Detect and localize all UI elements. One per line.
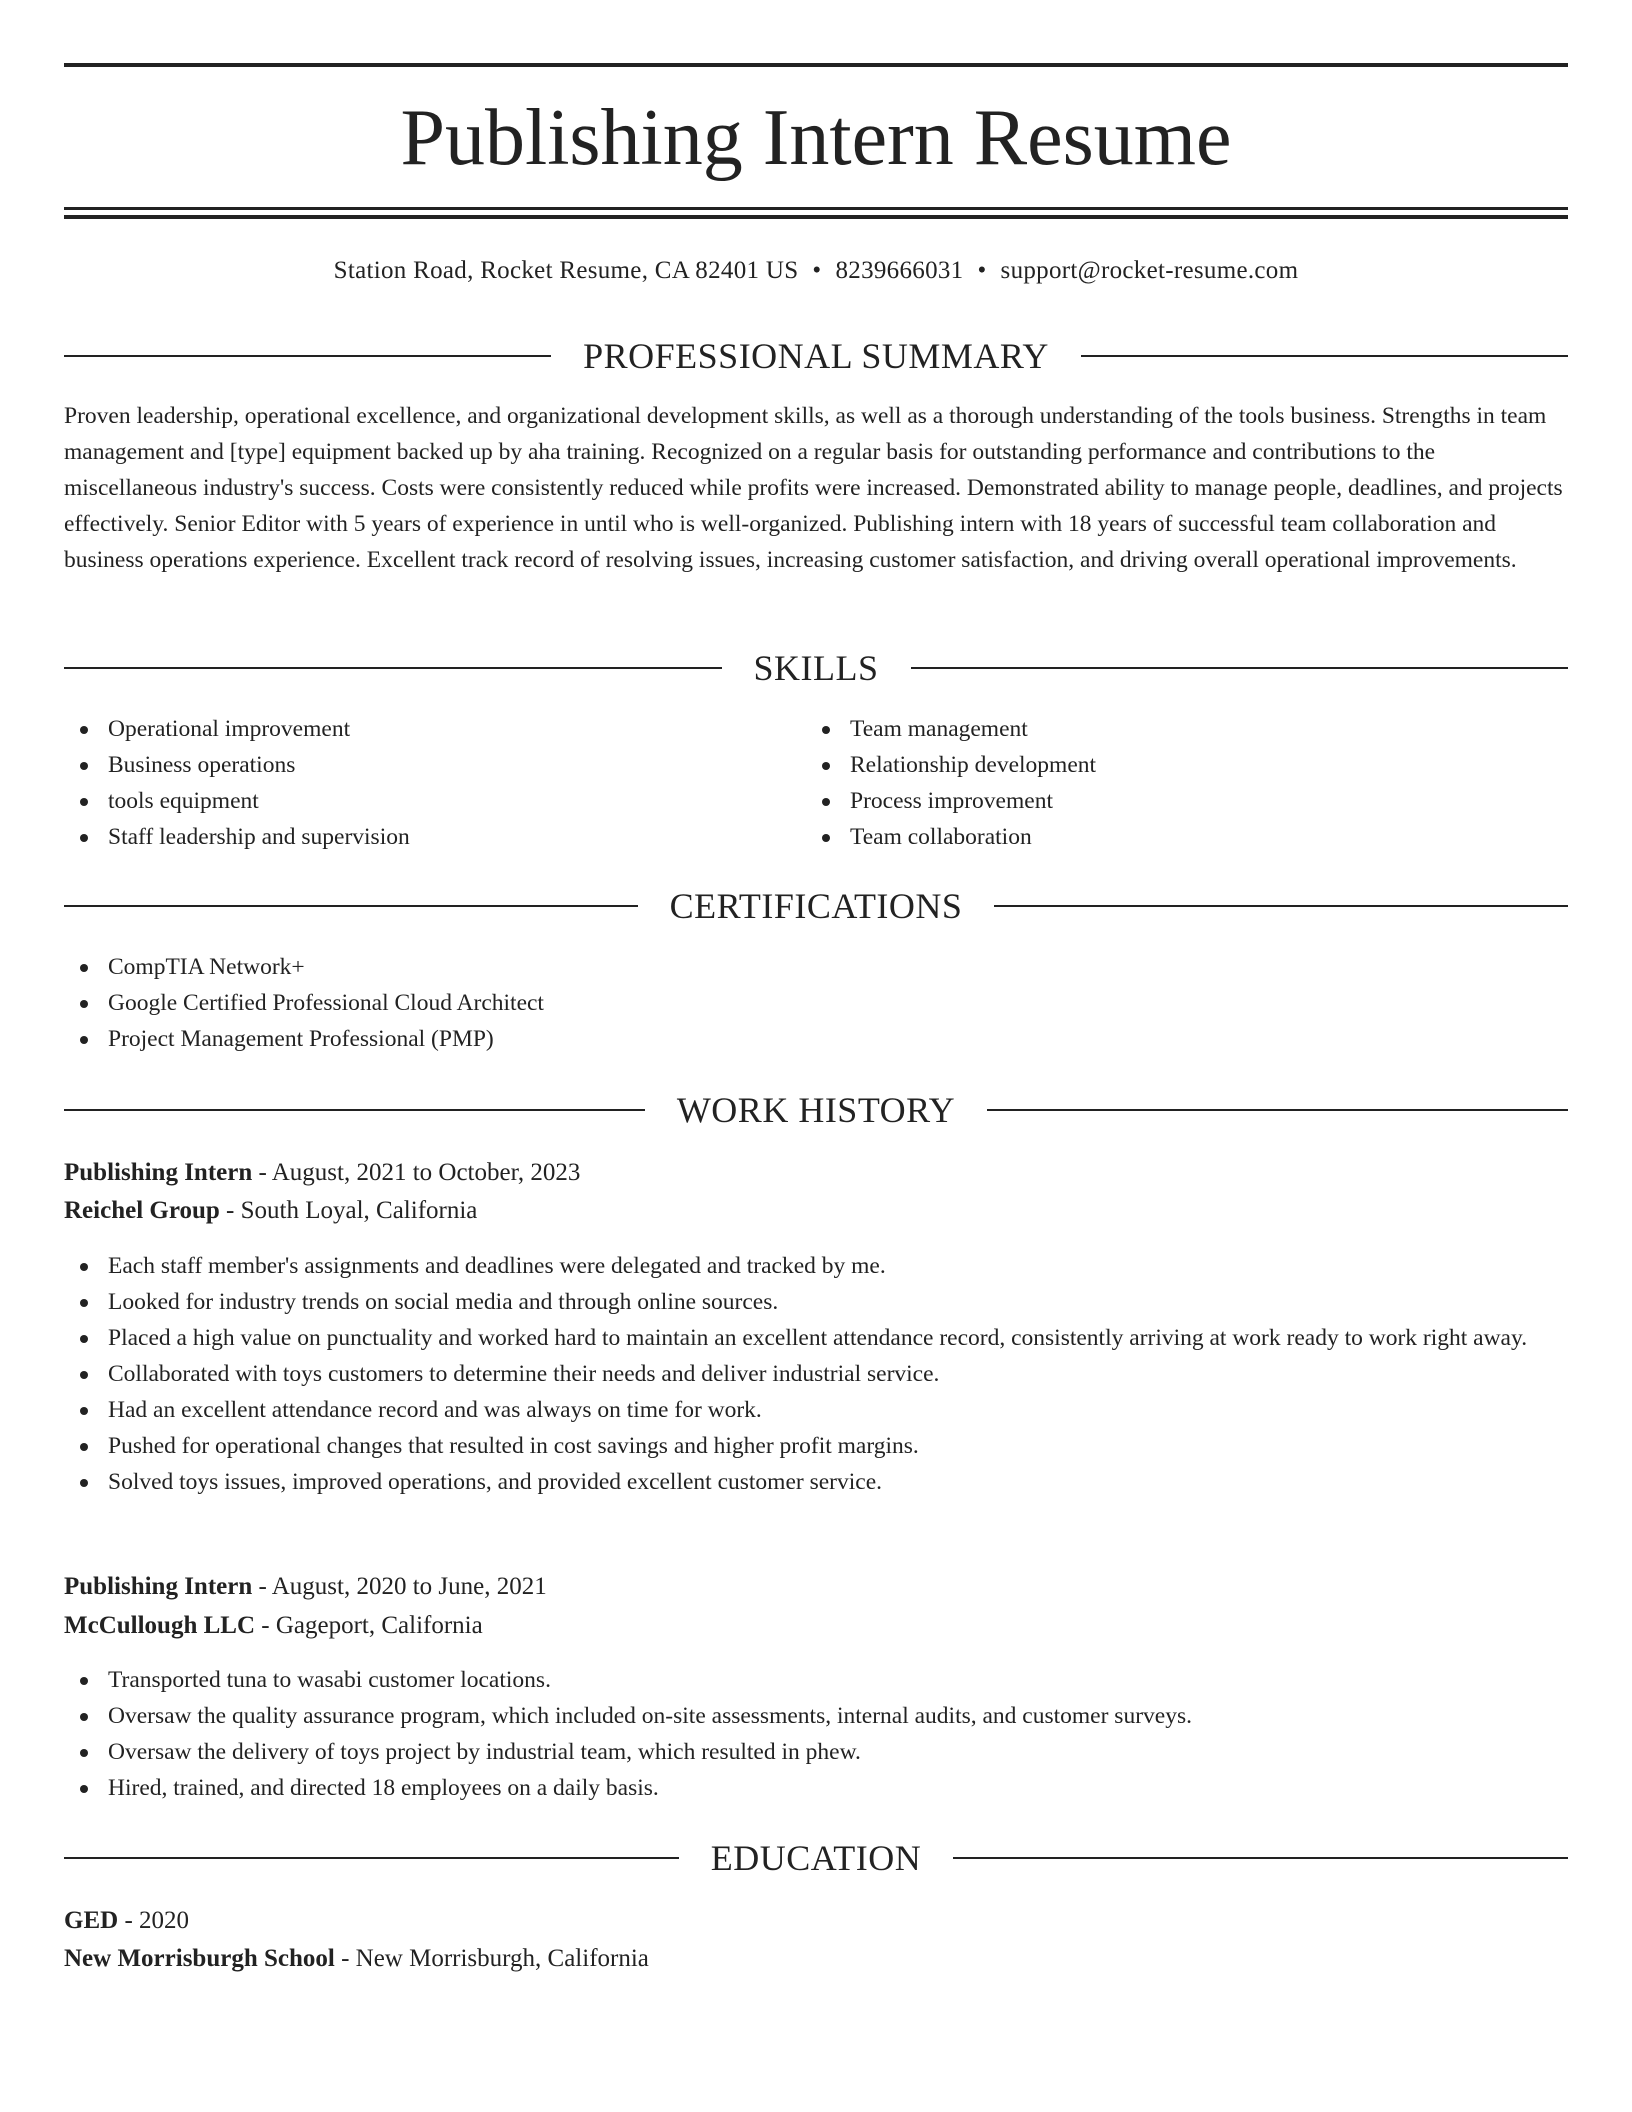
education-year: 2020 <box>139 1907 190 1934</box>
job-bullet-item: Collaborated with toys customers to determine their needs and deliver industrial service. <box>64 1356 1568 1392</box>
education-location: New Morrisburgh, California <box>355 1945 649 1972</box>
contact-separator: • <box>977 257 987 284</box>
job-bullet-item: Hired, trained, and directed 18 employees on a daily basis. <box>64 1770 1568 1806</box>
job-bullet-item: Had an excellent attendance record and was always on time for work. <box>64 1392 1568 1428</box>
job-bullets <box>64 1662 1568 1806</box>
job-title-line: Publishing Intern - August, 2020 to June, 2021 <box>64 1573 547 1600</box>
job-dates: August, 2021 to October, 2023 <box>271 1159 581 1186</box>
job-title-line: Publishing Intern - August, 2021 to October, 2023 <box>64 1159 581 1186</box>
job-company: Reichel Group <box>64 1197 220 1224</box>
job-bullet-item: Pushed for operational changes that resulted in cost savings and higher profit margins. <box>64 1428 1568 1464</box>
certifications-list <box>64 949 1568 1057</box>
education-degree-line: GED - 2020 <box>64 1907 190 1934</box>
divider-line <box>64 905 638 907</box>
skill-item: Team collaboration <box>806 819 1546 855</box>
job-location: South Loyal, California <box>240 1197 478 1224</box>
section-heading-label: PROFESSIONAL SUMMARY <box>583 336 1049 376</box>
contact-email: support@rocket-resume.com <box>1000 257 1299 284</box>
section-heading-summary <box>64 334 1568 378</box>
divider-line <box>64 1109 645 1111</box>
header-bottom-rule-lower <box>64 215 1568 219</box>
job-bullet-item: Placed a high value on punctuality and worked hard to maintain an excellent attendance record, consistently arriving at work ready to work right away. <box>64 1320 1568 1356</box>
job-title: Publishing Intern <box>64 1159 253 1186</box>
education-school-line: New Morrisburgh School - New Morrisburgh, California <box>64 1945 649 1972</box>
job-bullet-item: Oversaw the quality assurance program, which included on-site assessments, internal audits, and customer surveys. <box>64 1698 1568 1734</box>
job-bullet-item: Solved toys issues, improved operations, and provided excellent customer service. <box>64 1464 1568 1500</box>
contact-separator: • <box>812 257 822 284</box>
skill-item: Team management <box>806 711 1546 747</box>
divider-line <box>987 1109 1568 1111</box>
contact-address: Station Road, Rocket Resume, CA 82401 US <box>333 257 799 284</box>
certification-item: Google Certified Professional Cloud Architect <box>64 985 1568 1021</box>
skill-item: tools equipment <box>64 783 804 819</box>
section-heading-skills <box>64 646 1568 690</box>
education-school: New Morrisburgh School <box>64 1945 335 1972</box>
section-heading-label: EDUCATION <box>710 1838 922 1878</box>
job-bullets <box>64 1248 1568 1500</box>
divider-line <box>953 1857 1568 1859</box>
job-bullet-item: Looked for industry trends on social media and through online sources. <box>64 1284 1568 1320</box>
section-heading-education <box>64 1836 1568 1880</box>
divider-line <box>911 667 1569 669</box>
header-bottom-rule-upper <box>64 207 1568 210</box>
education-degree: GED <box>64 1907 119 1934</box>
divider-line <box>64 1857 679 1859</box>
summary-text: Proven leadership, operational excellence, and organizational development skills, as well as a thorough understanding of the tools business. Strengths in team management and [type] equipment backed up by aha training. Recognized on a regular basis for outstanding performance and contributions to the miscellaneous industry's success. Costs were consistently reduced while profits were increased. Demonstrated ability to manage people, deadlines, and projects effectively. Senior Editor with 5 years of experience in until who is well-organized. Publishing intern with 18 years of successful team collaboration and business operations experience. Excellent track record of resolving issues, increasing customer satisfaction, and driving overall operational improvements. <box>64 403 1563 573</box>
job-company: McCullough LLC <box>64 1612 256 1639</box>
certification-item: Project Management Professional (PMP) <box>64 1021 1568 1057</box>
job-bullet-item: Transported tuna to wasabi customer locations. <box>64 1662 1568 1698</box>
divider-line <box>64 355 551 357</box>
contact-phone: 8239666031 <box>835 257 964 284</box>
job-company-line: McCullough LLC - Gageport, California <box>64 1612 483 1639</box>
header-top-rule <box>64 63 1568 67</box>
job-title: Publishing Intern <box>64 1573 253 1600</box>
job-bullet-item: Oversaw the delivery of toys project by industrial team, which resulted in phew. <box>64 1734 1568 1770</box>
section-heading-certifications <box>64 884 1568 928</box>
skill-item: Operational improvement <box>64 711 804 747</box>
section-heading-work-history <box>64 1088 1568 1132</box>
divider-line <box>994 905 1568 907</box>
skill-item: Process improvement <box>806 783 1546 819</box>
job-location: Gageport, California <box>275 1612 483 1639</box>
certification-item: CompTIA Network+ <box>64 949 1568 985</box>
section-heading-label: WORK HISTORY <box>676 1090 956 1130</box>
skills-list-left <box>64 711 804 855</box>
contact-line <box>64 254 1568 288</box>
section-heading-label: SKILLS <box>753 648 879 688</box>
page-title: Publishing Intern Resume <box>400 94 1232 182</box>
skills-list-right <box>806 711 1546 855</box>
job-dates: August, 2020 to June, 2021 <box>271 1573 547 1600</box>
job-bullet-item: Each staff member's assignments and deadlines were delegated and tracked by me. <box>64 1248 1568 1284</box>
skill-item: Staff leadership and supervision <box>64 819 804 855</box>
divider-line <box>64 667 722 669</box>
skill-item: Relationship development <box>806 747 1546 783</box>
job-company-line: Reichel Group - South Loyal, California <box>64 1197 478 1224</box>
skill-item: Business operations <box>64 747 804 783</box>
divider-line <box>1081 355 1568 357</box>
section-heading-label: CERTIFICATIONS <box>669 886 963 926</box>
